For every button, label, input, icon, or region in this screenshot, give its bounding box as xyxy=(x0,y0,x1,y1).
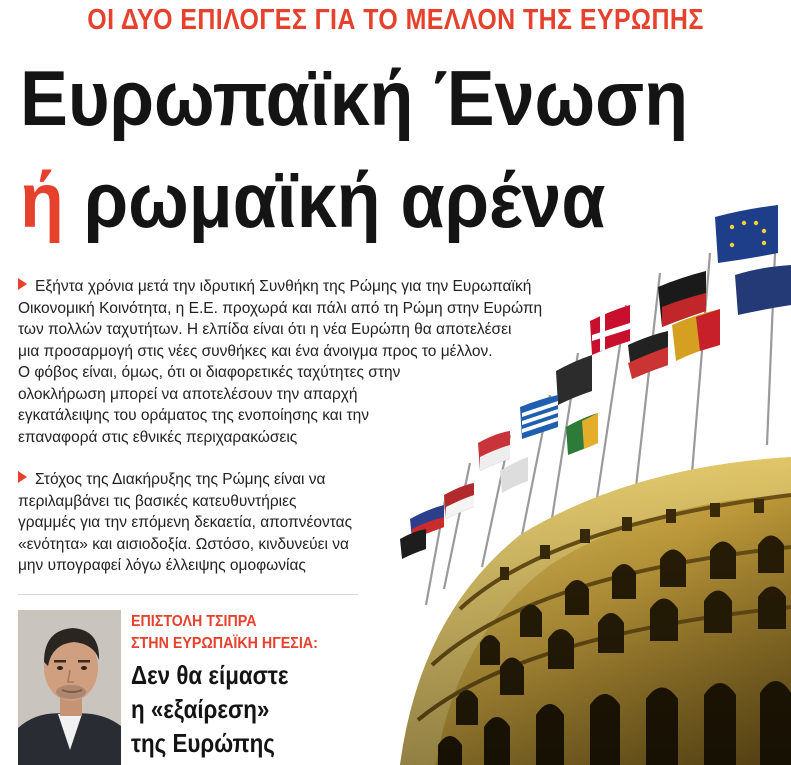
section-divider xyxy=(18,594,358,595)
paragraph-line: περιλαμβάνει τις βασικές κατευθυντήριες xyxy=(18,492,297,510)
paragraph-line: μην υπογραφεί λόγω έλλειψης ομοφωνίας xyxy=(18,557,306,574)
section-kicker: ΟΙ ΔΥΟ ΕΠΙΛΟΓΕΣ ΓΙΑ ΤΟ ΜΕΛΛΟΝ ΤΗΣ ΕΥΡΩΠΗΣ xyxy=(87,4,704,36)
eu-flag-icon xyxy=(715,205,778,263)
sidebar-kicker: ΕΠΙΣΤΟΛΗ ΤΣΙΠΡΑ ΣΤΗΝ ΕΥΡΩΠΑΪΚΗ ΗΓΕΣΙΑ: xyxy=(131,613,318,652)
paragraph-line: Οικονομική Κοινότητα, η Ε.Ε. προχωρά και πάλι από τη Ρώμη στην Ευρώπη xyxy=(18,299,543,317)
headline-accent-word: ή xyxy=(20,156,64,244)
flag-icon xyxy=(735,265,791,315)
sidebar-headline: Δεν θα είμαστε η «εξαίρεση» της Ευρώπης xyxy=(131,660,289,758)
red-triangle-bullet-icon xyxy=(18,471,27,483)
portrait-photo xyxy=(18,610,121,765)
paragraph-line: εγκατάλειψης του οράματος της ενοποίησης και την xyxy=(18,407,369,424)
paragraph-line: «ενότητα» και αισιοδοξία. Ωστόσο, κινδυνεύει να xyxy=(18,535,349,553)
paragraph-line: επαναφορά στις εθνικές περιχαρακώσεις xyxy=(18,428,298,446)
red-triangle-bullet-icon xyxy=(18,278,27,290)
paragraph-line: γραμμές για την επόμενη δεκαετία, αποπνέοντας xyxy=(18,514,353,531)
paragraph-line: Εξήντα χρόνια μετά την ιδρυτική Συνθήκη της Ρώμης για την Ευρωπαϊκή xyxy=(18,276,598,298)
article-paragraph-1 xyxy=(18,276,598,448)
paragraph-line: των πολλών ταχυτήτων. Η ελπίδα είναι ότι η νέα Ευρώπη θα αποτελέσει xyxy=(18,321,512,338)
headline-line-2-text: ρωμαϊκή αρένα xyxy=(83,156,606,244)
article-paragraph-2 xyxy=(18,469,438,577)
paragraph-line: ολοκλήρωση μπορεί να αποτελέσουν την απαρχή xyxy=(18,385,358,403)
main-headline-line-1: Ευρωπαϊκή Ένωση xyxy=(20,54,689,142)
paragraph-line: Ο φόβος είναι, όμως, ότι οι διαφορετικές ταχύτητες στην xyxy=(18,364,401,381)
paragraph-line: Στόχος της Διακήρυξης της Ρώμης είναι να xyxy=(18,469,438,491)
paragraph-line: μια προσαρμογή στις νέες συνθήκες και ένα άνοιγμα προς το μέλλον. xyxy=(18,342,493,360)
